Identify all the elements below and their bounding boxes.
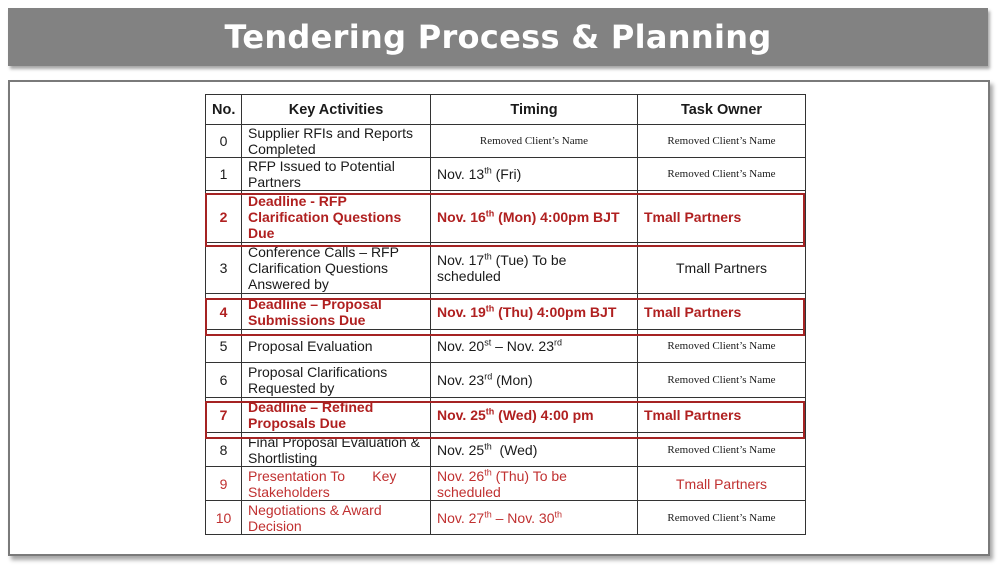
row-number: 3 [206, 243, 242, 294]
timing-ordinal: th [484, 440, 492, 451]
timing-text: Nov. 25 [437, 407, 486, 423]
task-owner: Removed Client’s Name [638, 330, 806, 363]
timing-text: Nov. 23 [437, 372, 485, 388]
title-banner [8, 8, 988, 66]
timing [431, 398, 638, 433]
timing [431, 243, 638, 294]
table-row [206, 363, 806, 398]
timing-text: Nov. 19 [437, 303, 486, 320]
timing-text: – Nov. 23 [491, 338, 555, 354]
key-activity: Proposal Clarifications Requested by [242, 363, 431, 398]
timing-text: (Thu) To be scheduled [437, 467, 571, 500]
row-number: 10 [206, 501, 242, 535]
table-row [206, 158, 806, 191]
timing-text: (Thu) 4:00pm BJT [494, 303, 617, 320]
task-owner: Removed Client’s Name [638, 125, 806, 158]
content-panel [8, 80, 990, 556]
task-owner: Tmall Partners [638, 398, 806, 433]
row-number: 9 [206, 467, 242, 501]
timing [431, 433, 638, 467]
timing-text: (Fri) [491, 166, 522, 182]
table-row [206, 294, 806, 330]
timing-ordinal: th [485, 406, 495, 417]
row-number: 5 [206, 330, 242, 363]
task-owner: Removed Client’s Name [638, 158, 806, 191]
timing-text: (Tue) To be scheduled [437, 252, 571, 284]
timing [431, 158, 638, 191]
header-no: No. [206, 95, 242, 125]
table-row [206, 330, 806, 363]
timing-text: (Wed) [491, 441, 538, 458]
timing-text: Nov. 16 [437, 208, 486, 225]
key-activity: Conference Calls – RFP Clarification Questions Answered by [242, 243, 431, 294]
key-activity: RFP Issued to Potential Partners [242, 158, 431, 191]
timing-ordinal: th [484, 165, 492, 176]
table-row [206, 125, 806, 158]
key-activity: Deadline - RFP Clarification Questions Due [242, 191, 431, 243]
timing-ordinal: th [484, 251, 492, 262]
task-owner: Tmall Partners [638, 191, 806, 243]
timing-text: Nov. 20 [437, 338, 485, 354]
table-row [206, 191, 806, 243]
table-row [206, 433, 806, 467]
table-header-row [206, 95, 806, 125]
timing-text: (Wed) 4:00 pm [494, 407, 594, 423]
timing [431, 191, 638, 243]
timing-text: Nov. 27 [437, 509, 485, 526]
timing-ordinal: rd [554, 337, 563, 348]
timing-text: (Mon) [492, 372, 533, 388]
timing [431, 363, 638, 398]
timing-ordinal: rd [484, 371, 493, 382]
table-row [206, 501, 806, 535]
key-activity: Presentation To Key Stakeholders [242, 467, 431, 501]
key-activity: Deadline – Refined Proposals Due [242, 398, 431, 433]
timing-text: Nov. 25 [437, 441, 485, 458]
timing [431, 330, 638, 363]
table-row [206, 398, 806, 433]
timing-ordinal: th [485, 302, 495, 313]
timing-text: Removed Client’s Name [479, 135, 589, 147]
table-row [206, 243, 806, 294]
timing-text: Nov. 26 [437, 467, 485, 484]
timing-text: – Nov. 30 [491, 509, 555, 526]
header-task-owner: Task Owner [638, 95, 806, 125]
row-number: 7 [206, 398, 242, 433]
timing-ordinal: th [484, 508, 492, 519]
header-key-activities: Key Activities [242, 95, 431, 125]
row-number: 1 [206, 158, 242, 191]
key-activity: Proposal Evaluation [242, 330, 431, 363]
key-activity: Supplier RFIs and Reports Completed [242, 125, 431, 158]
row-number: 0 [206, 125, 242, 158]
timing-ordinal: th [484, 466, 492, 477]
timing-ordinal: th [554, 508, 563, 519]
page-title: Tendering Process & Planning [224, 18, 772, 56]
timing-ordinal: st [484, 337, 492, 348]
key-activity: Final Proposal Evaluation & Shortlisting [242, 433, 431, 467]
task-owner: Removed Client’s Name [638, 363, 806, 398]
timing [431, 467, 638, 501]
key-activity: Negotiations & Award Decision [242, 501, 431, 535]
task-owner: Tmall Partners [638, 467, 806, 501]
tendering-schedule-table [205, 94, 806, 535]
header-timing: Timing [431, 95, 638, 125]
task-owner: Removed Client’s Name [638, 433, 806, 467]
task-owner: Tmall Partners [638, 294, 806, 330]
table-row [206, 467, 806, 501]
task-owner: Removed Client’s Name [638, 501, 806, 535]
row-number: 4 [206, 294, 242, 330]
timing [431, 294, 638, 330]
row-number: 2 [206, 191, 242, 243]
key-activity: Deadline – Proposal Submissions Due [242, 294, 431, 330]
timing [431, 501, 638, 535]
row-number: 6 [206, 363, 242, 398]
timing-text: (Mon) 4:00pm BJT [494, 208, 620, 225]
timing [431, 125, 638, 158]
task-owner: Tmall Partners [638, 243, 806, 294]
timing-text: Nov. 13 [437, 166, 485, 182]
timing-ordinal: th [485, 207, 495, 218]
row-number: 8 [206, 433, 242, 467]
timing-text: Nov. 17 [437, 252, 485, 268]
